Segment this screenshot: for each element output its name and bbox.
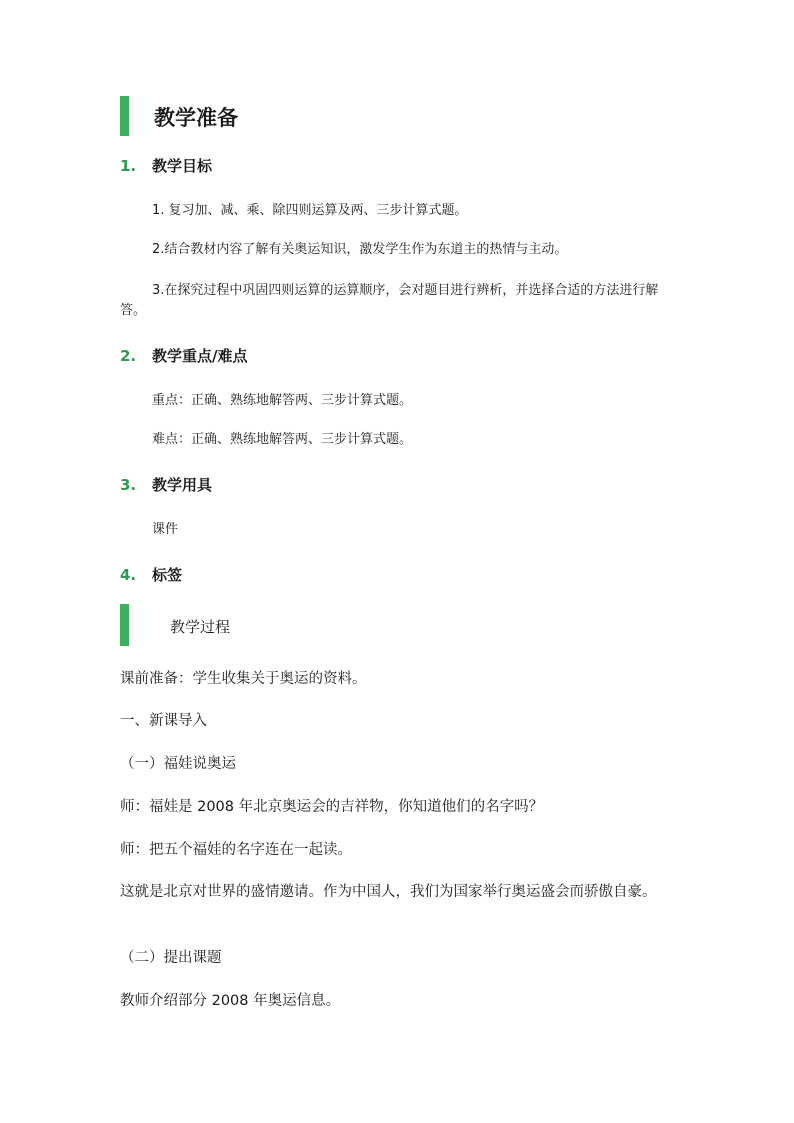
paragraph: 师：把五个福娃的名字连在一起读。: [120, 842, 352, 858]
section-accent-bar: [120, 604, 129, 646]
item-number: 2.: [120, 347, 137, 365]
item-number: 3.: [120, 476, 137, 494]
paragraph: 难点：正确、熟练地解答两、三步计算式题。: [152, 432, 413, 447]
section-title: 教学过程: [170, 618, 231, 636]
paragraph: 教师介绍部分 2008 年奥运信息。: [120, 993, 341, 1009]
item-number: 1.: [120, 157, 137, 175]
section-title: 教学准备: [154, 106, 238, 130]
item-heading: 标签: [152, 566, 183, 584]
paragraph: 重点：正确、熟练地解答两、三步计算式题。: [152, 393, 413, 408]
paragraph: 课件: [152, 522, 179, 537]
item-heading: 教学目标: [152, 157, 213, 175]
paragraph: 3.在探究过程中巩固四则运算的运算顺序，会对题目进行辨析，并选择合适的方法进行解答。: [120, 283, 659, 318]
item-number: 4.: [120, 566, 137, 584]
paragraph: （二）提出课题: [120, 950, 222, 966]
item-heading: 教学重点/难点: [152, 347, 248, 365]
section-accent-bar: [120, 96, 129, 136]
item-heading: 教学用具: [152, 476, 213, 494]
paragraph: 课前准备：学生收集关于奥运的资料。: [120, 671, 367, 687]
paragraph: 这就是北京对世界的盛情邀请。作为中国人，我们为国家举行奥运盛会而骄傲自豪。: [120, 884, 657, 900]
paragraph: 2.结合教材内容了解有关奥运知识，激发学生作为东道主的热情与主动。: [152, 242, 568, 257]
paragraph: 1. 复习加、减、乘、除四则运算及两、三步计算式题。: [152, 203, 468, 218]
paragraph: （一）福娃说奥运: [120, 756, 236, 772]
paragraph: 师：福娃是 2008 年北京奥运会的吉祥物，你知道他们的名字吗？: [120, 799, 544, 815]
paragraph: 一、新课导入: [120, 713, 207, 729]
